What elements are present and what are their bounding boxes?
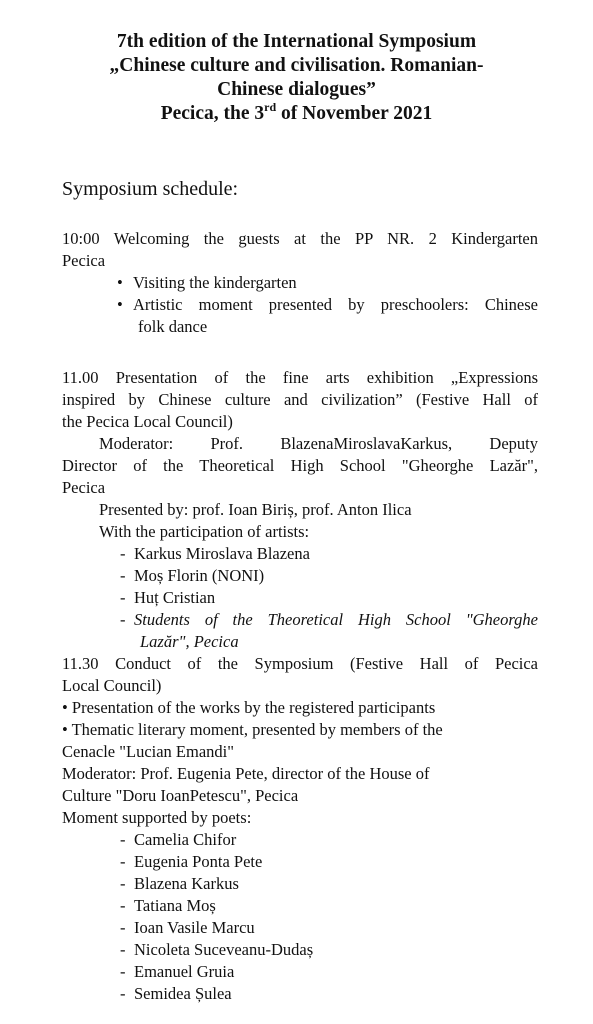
artist-name: Karkus Miroslava Blazena xyxy=(134,544,310,563)
item-1130-line-2: Local Council) xyxy=(62,676,162,695)
dash-marker: - xyxy=(120,940,126,959)
schedule-item-1000 xyxy=(62,228,538,338)
dash-marker: - xyxy=(120,566,126,585)
artist-list-item xyxy=(120,543,538,565)
title-line-2: „Chinese culture and civilisation. Romanian- xyxy=(109,55,484,76)
students-line-2: Lazăr", Pecica xyxy=(140,632,239,651)
poet-list-item xyxy=(120,895,538,917)
title-date-prefix: Pecica, the 3 xyxy=(160,103,265,124)
title-line-4 xyxy=(40,102,553,126)
poet-name: Camelia Chifor xyxy=(134,830,237,849)
title-line-1: 7th edition of the International Symposium xyxy=(116,31,477,52)
bullet-text: Visiting the kindergarten xyxy=(133,273,297,292)
poet-list-item xyxy=(120,917,538,939)
poet-list-item xyxy=(120,873,538,895)
artist-list-item xyxy=(120,587,538,609)
poet-list-item xyxy=(120,961,538,983)
artist-name: Huț Cristian xyxy=(134,588,216,607)
dash-marker: - xyxy=(120,588,126,607)
dash-marker: - xyxy=(120,984,126,1003)
bullet-text-line-2: folk dance xyxy=(138,317,208,336)
artist-list-item xyxy=(120,565,538,587)
bullet-marker: • xyxy=(117,273,123,292)
dash-marker: - xyxy=(120,610,126,629)
moderator-line-2: Culture "Doru IoanPetescu", Pecica xyxy=(62,786,299,805)
item-1100-line-1: 11.00 Presentation of the fine arts exhibition „Expressions xyxy=(62,368,538,387)
poet-name: Eugenia Ponta Pete xyxy=(134,852,263,871)
poet-name: Tatiana Moș xyxy=(134,896,216,915)
poet-name: Semidea Șulea xyxy=(134,984,232,1003)
participation-label: With the participation of artists: xyxy=(99,522,310,541)
item-1130-line-1: 11.30 Conduct of the Symposium (Festive Hall of Pecica xyxy=(62,654,538,673)
dash-marker: - xyxy=(120,874,126,893)
bullet-literary-line-2: Cenacle "Lucian Emandi" xyxy=(62,742,234,761)
dash-marker: - xyxy=(120,830,126,849)
poet-list-item xyxy=(120,829,538,851)
item-1100-line-3: the Pecica Local Council) xyxy=(62,412,233,431)
dash-marker: - xyxy=(120,918,126,937)
poet-name: Emanuel Gruia xyxy=(134,962,235,981)
dash-marker: - xyxy=(120,544,126,563)
dash-marker: - xyxy=(120,896,126,915)
bullet-literary-line-1: • Thematic literary moment, presented by members of the xyxy=(62,720,443,739)
poet-name: Ioan Vasile Marcu xyxy=(134,918,255,937)
bullet-item xyxy=(117,294,538,316)
title-line-3: Chinese dialogues” xyxy=(217,79,376,100)
bullet-marker: • xyxy=(117,295,123,314)
dash-marker: - xyxy=(120,852,126,871)
schedule-heading: Symposium schedule: xyxy=(62,178,239,200)
poet-name: Nicoleta Suceveanu-Dudaș xyxy=(134,940,314,959)
schedule-item-1130 xyxy=(62,653,538,1005)
poet-list-item xyxy=(120,983,538,1005)
moderator-line-1: Moderator: Prof. Eugenia Pete, director of the House of xyxy=(62,764,430,783)
poet-list-item xyxy=(120,851,538,873)
bullet-presentation: • Presentation of the works by the registered participants xyxy=(62,698,436,717)
poet-list-item xyxy=(120,939,538,961)
presented-by: Presented by: prof. Ioan Biriș, prof. Anton Ilica xyxy=(99,500,412,519)
title-date-suffix: of November 2021 xyxy=(276,103,433,124)
bullet-item xyxy=(117,272,538,294)
supported-by-label: Moment supported by poets: xyxy=(62,808,252,827)
moderator-line-1: Moderator: Prof. BlazenaMiroslavaKarkus, Deputy xyxy=(99,434,538,453)
document-title xyxy=(40,30,553,126)
students-line-1: Students of the Theoretical High School "Gheorghe xyxy=(134,610,538,629)
item-1100-line-2: inspired by Chinese culture and civilization” (Festive Hall of xyxy=(62,390,538,409)
item-1000-line-2: Pecica xyxy=(62,251,106,270)
moderator-line-2: Director of the Theoretical High School "Gheorghe Lazăr", xyxy=(62,456,538,475)
artist-name: Moș Florin (NONI) xyxy=(134,566,265,585)
bullet-text-line-1: Artistic moment presented by preschoolers: Chinese xyxy=(133,295,538,314)
title-date-ordinal: rd xyxy=(264,100,277,114)
dash-marker: - xyxy=(120,962,126,981)
item-1000-line-1: 10:00 Welcoming the guests at the PP NR. 2 Kindergarten xyxy=(62,229,538,248)
schedule-item-1100 xyxy=(62,367,538,653)
artist-list-item xyxy=(120,609,538,631)
poet-name: Blazena Karkus xyxy=(134,874,239,893)
moderator-line-3: Pecica xyxy=(62,478,106,497)
